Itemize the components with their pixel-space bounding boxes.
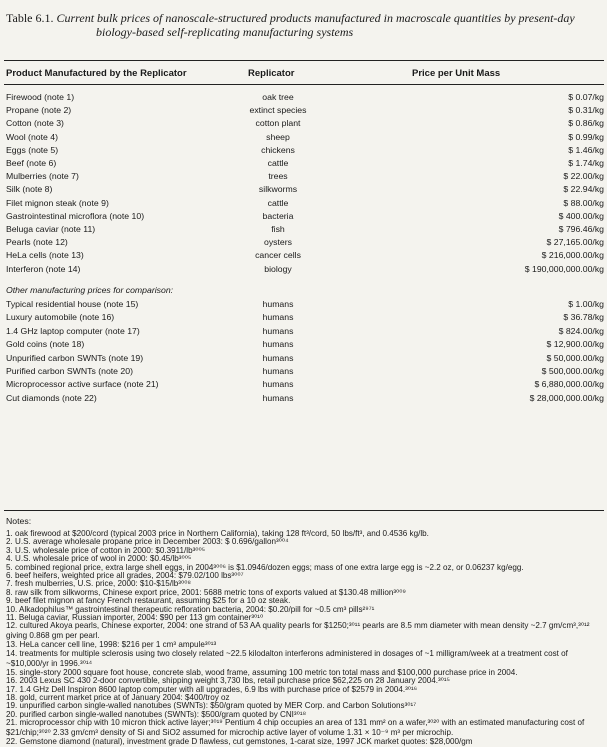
product-cell: Silk (note 8) — [6, 184, 53, 195]
note-item: 3. U.S. wholesale price of cotton in 2000: $0.3911/lb³⁰⁰⁵ — [6, 545, 206, 555]
table-row — [4, 264, 604, 275]
table-row — [4, 393, 604, 404]
note-item: 15. single-story 2000 square foot house, concrete slab, wood frame, assuming 100 metric ton total mass and $100,000 purchase price in 2004. — [6, 667, 518, 677]
header-product: Product Manufactured by the Replicator — [6, 68, 187, 79]
table-row — [4, 326, 604, 337]
product-cell: Unpurified carbon SWNTs (note 19) — [6, 352, 144, 363]
price-cell: $ 27,165.00/kg — [546, 237, 604, 248]
replicator-cell: humans — [262, 299, 294, 309]
header-rule — [4, 84, 604, 85]
replicator-cell: oysters — [263, 237, 292, 248]
table-row — [4, 366, 604, 377]
replicator-cell: humans — [262, 352, 294, 363]
replicator-cell: humans — [262, 392, 294, 403]
replicator-cell: humans — [262, 379, 294, 390]
note-item: 16. 2003 Lexus SC 430 2-door convertible, shipping weight 3,730 lbs, retail purchase price $62,225 on 28 January 2004.³⁰¹⁵ — [6, 676, 450, 686]
replicator-cell: cattle — [267, 197, 289, 208]
product-cell: HeLa cells (note 13) — [6, 250, 84, 261]
table-row — [4, 158, 604, 169]
note-item: 4. U.S. wholesale price of wool in 2000: $0.45/lb³⁰⁰⁵ — [6, 554, 192, 564]
product-cell: Mulberries (note 7) — [6, 171, 79, 182]
product-cell: 1.4 GHz laptop computer (note 17) — [6, 325, 140, 336]
product-cell: Typical residential house (note 15) — [6, 299, 139, 309]
note-item: 8. raw silk from silkworms, Chinese export price, 2001: 5688 metric tons of exports valued at $130.48 million³⁰⁰⁹ — [6, 587, 406, 597]
note-item: 6. beef heifers, weighted price all grades, 2004: $79.02/100 lbs³⁰⁰⁷ — [6, 571, 244, 580]
note-item: 12. cultured Akoya pearls, Chinese exporter, 2004: one strand of 53 AA quality pearls for $1250;³⁰¹¹ pearls are 8.5 mm diameter with mean density ~2.7 gm/cm³,³⁰¹² giving 0.868 gm per pearl. — [6, 621, 590, 641]
product-cell: Wool (note 4) — [6, 131, 58, 142]
price-cell: $ 0.99/kg — [568, 131, 604, 142]
note-item: 17. 1.4 GHz Dell Inspiron 8600 laptop computer with all upgrades, 6.9 lbs with purchase price of $2579 in 2004.³⁰¹⁶ — [6, 684, 418, 694]
table-row — [4, 132, 604, 143]
price-cell: $ 190,000,000.00/kg — [524, 263, 604, 274]
table-row — [4, 211, 604, 222]
note-item: 13. HeLa cancer cell line, 1998: $216 per 1 cm³ ampule³⁰¹³ — [6, 640, 217, 650]
table-row — [4, 379, 604, 390]
note-item: 18. gold, current market price at of January 2004: $400/troy oz — [6, 693, 230, 702]
product-cell: Propane (note 2) — [6, 105, 72, 116]
comparison-title: Other manufacturing prices for comparison: — [6, 285, 174, 295]
note-item: 10. Alkadophilus™ gastrointestinal therapeutic refloration bacteria, 2004: $0.20/pill for ~0.5 cm³ pills²⁹⁷¹ — [6, 604, 375, 614]
replicator-cell: trees — [268, 171, 288, 182]
replicator-cell: biology — [264, 263, 292, 274]
replicator-cell: humans — [262, 325, 294, 336]
product-cell: Gastrointestinal microflora (note 10) — [6, 210, 145, 221]
price-cell: $ 22.94/kg — [563, 184, 604, 195]
table-row — [4, 171, 604, 182]
price-cell: $ 796.46/kg — [558, 224, 604, 234]
replicator-cell: cattle — [267, 158, 289, 168]
table-row — [4, 299, 604, 310]
table-row — [4, 339, 604, 350]
replicator-cell: silkworms — [258, 184, 298, 195]
table-bottom-rule — [4, 510, 604, 511]
replicator-cell: cancer cells — [255, 250, 301, 261]
replicator-cell: bacteria — [262, 210, 294, 221]
note-item: 11. Beluga caviar, Russian importer, 2004: $90 per 113 gm container³⁰¹⁰ — [6, 613, 264, 622]
replicator-cell: humans — [262, 339, 294, 350]
product-cell: Filet mignon steak (note 9) — [6, 197, 109, 208]
notes-title: Notes: — [6, 516, 32, 526]
note-item: 9. beef filet mignon at fancy French restaurant, assuming $25 for a 10 oz steak. — [6, 596, 291, 606]
note-item: 20. purified carbon single-walled nanotubes (SWNTs): $500/gram quoted by CNI³⁰¹⁸ — [6, 709, 306, 719]
price-cell: $ 36.78/kg — [563, 312, 604, 323]
replicator-cell: chickens — [261, 144, 295, 155]
product-cell: Purified carbon SWNTs (note 20) — [6, 366, 133, 376]
product-cell: Microprocessor active surface (note 21) — [6, 379, 159, 390]
product-cell: Beluga caviar (note 11) — [6, 224, 96, 234]
table-row — [4, 237, 604, 248]
table-caption — [6, 11, 602, 39]
product-cell: Interferon (note 14) — [6, 263, 81, 274]
price-cell: $ 500,000.00/kg — [541, 366, 604, 376]
replicator-cell: sheep — [266, 131, 290, 142]
caption-label: Table 6.1. — [6, 11, 54, 25]
product-cell: Pearls (note 12) — [6, 237, 68, 248]
table-row — [4, 92, 604, 103]
caption-line-2: biology-based self-replicating manufacturing systems — [96, 25, 354, 39]
price-cell: $ 0.86/kg — [568, 118, 604, 129]
table-row — [4, 312, 604, 323]
replicator-cell: fish — [271, 224, 285, 234]
product-cell: Firewood (note 1) — [6, 92, 75, 102]
price-cell: $ 400.00/kg — [558, 210, 604, 221]
price-cell: $ 28,000,000.00/kg — [529, 392, 604, 403]
table-row — [4, 105, 604, 116]
product-cell: Cut diamonds (note 22) — [6, 392, 97, 403]
table-row — [4, 198, 604, 209]
header-replicator: Replicator — [248, 68, 295, 79]
note-item: 2. U.S. average wholesale propane price in December 2003: $ 0.696/gallon³⁰⁰⁴ — [6, 537, 289, 547]
product-cell: Gold coins (note 18) — [6, 339, 85, 350]
table-row — [4, 224, 604, 235]
header-price: Price per Unit Mass — [412, 68, 501, 79]
note-item: 7. fresh mulberries, U.S. price, 2000: $10-$15/lb³⁰⁰⁸ — [6, 579, 191, 589]
price-cell: $ 50,000.00/kg — [546, 352, 604, 363]
table-top-rule — [4, 60, 604, 61]
price-cell: $ 22.00/kg — [563, 171, 604, 182]
replicator-cell: extinct species — [249, 105, 307, 116]
product-cell: Luxury automobile (note 16) — [6, 312, 115, 323]
note-item: 22. Gemstone diamond (natural), investment grade D flawless, cut gemstones, 1-carat size, 1997 JCK market quotes: $28,000/gm — [6, 737, 473, 747]
note-item: 5. combined regional price, extra large shell eggs, in 2004³⁰⁰⁶ is $1.0946/dozen eggs; mass of one extra large egg is ~2.2 oz, or 0.06237 kg/egg. — [6, 562, 524, 572]
product-cell: Eggs (note 5) — [6, 144, 59, 155]
table-row — [4, 145, 604, 156]
table-row — [4, 353, 604, 364]
replicator-cell: humans — [262, 312, 294, 323]
replicator-cell: cotton plant — [255, 118, 301, 129]
replicator-cell: oak tree — [262, 92, 294, 102]
table-row — [4, 250, 604, 261]
price-cell: $ 0.07/kg — [568, 92, 604, 102]
price-cell: $ 88.00/kg — [563, 197, 604, 208]
product-cell: Cotton (note 3) — [6, 118, 64, 129]
price-cell: $ 12,900.00/kg — [546, 339, 604, 350]
price-cell: $ 1.00/kg — [568, 299, 604, 309]
product-cell: Beef (note 6) — [6, 158, 57, 168]
note-item: 14. treatments for multiple sclerosis using two closely related ~22.5 kilodalton interferons administered in dosages of ~1 milligram/week at a treatment cost of ~$10,000/yr in 1996.³⁰¹⁴ — [6, 648, 568, 668]
price-cell: $ 824.00/kg — [558, 325, 604, 336]
price-cell: $ 216,000.00/kg — [541, 250, 604, 261]
note-item: 21. microprocessor chip with 10 micron thick active layer;³⁰¹⁹ Pentium 4 chip occupies an area of 131 mm² on a wafer,³⁰²⁰ with an estimated manufacturing cost of $21/chip;³⁰²⁰ 2.33 gm/cm³ density of Si and SiO2 assumed for microchip active layer of volume 1.31 × 10⁻⁹ m³ per microchip. — [6, 718, 585, 738]
note-item: 19. unpurified carbon single-walled nanotubes (SWNTs): $50/gram quoted by MER Corp. and Carbon Solutions³⁰¹⁷ — [6, 701, 417, 711]
table-row — [4, 118, 604, 129]
note-item: 1. oak firewood at $200/cord (typical 2003 price in Northern California), taking 128 ft³/cord, 50 lbs/ft³, and 0.4536 kg/lb. — [6, 529, 429, 538]
price-cell: $ 1.74/kg — [568, 158, 604, 168]
table-row — [4, 184, 604, 195]
replicator-cell: humans — [262, 366, 294, 376]
price-cell: $ 1.46/kg — [568, 144, 604, 155]
price-cell: $ 6,880,000.00/kg — [534, 379, 604, 390]
caption-line-1: Current bulk prices of nanoscale-structured products manufactured in macroscale quantities by present-day — [56, 11, 575, 25]
price-cell: $ 0.31/kg — [568, 105, 604, 116]
